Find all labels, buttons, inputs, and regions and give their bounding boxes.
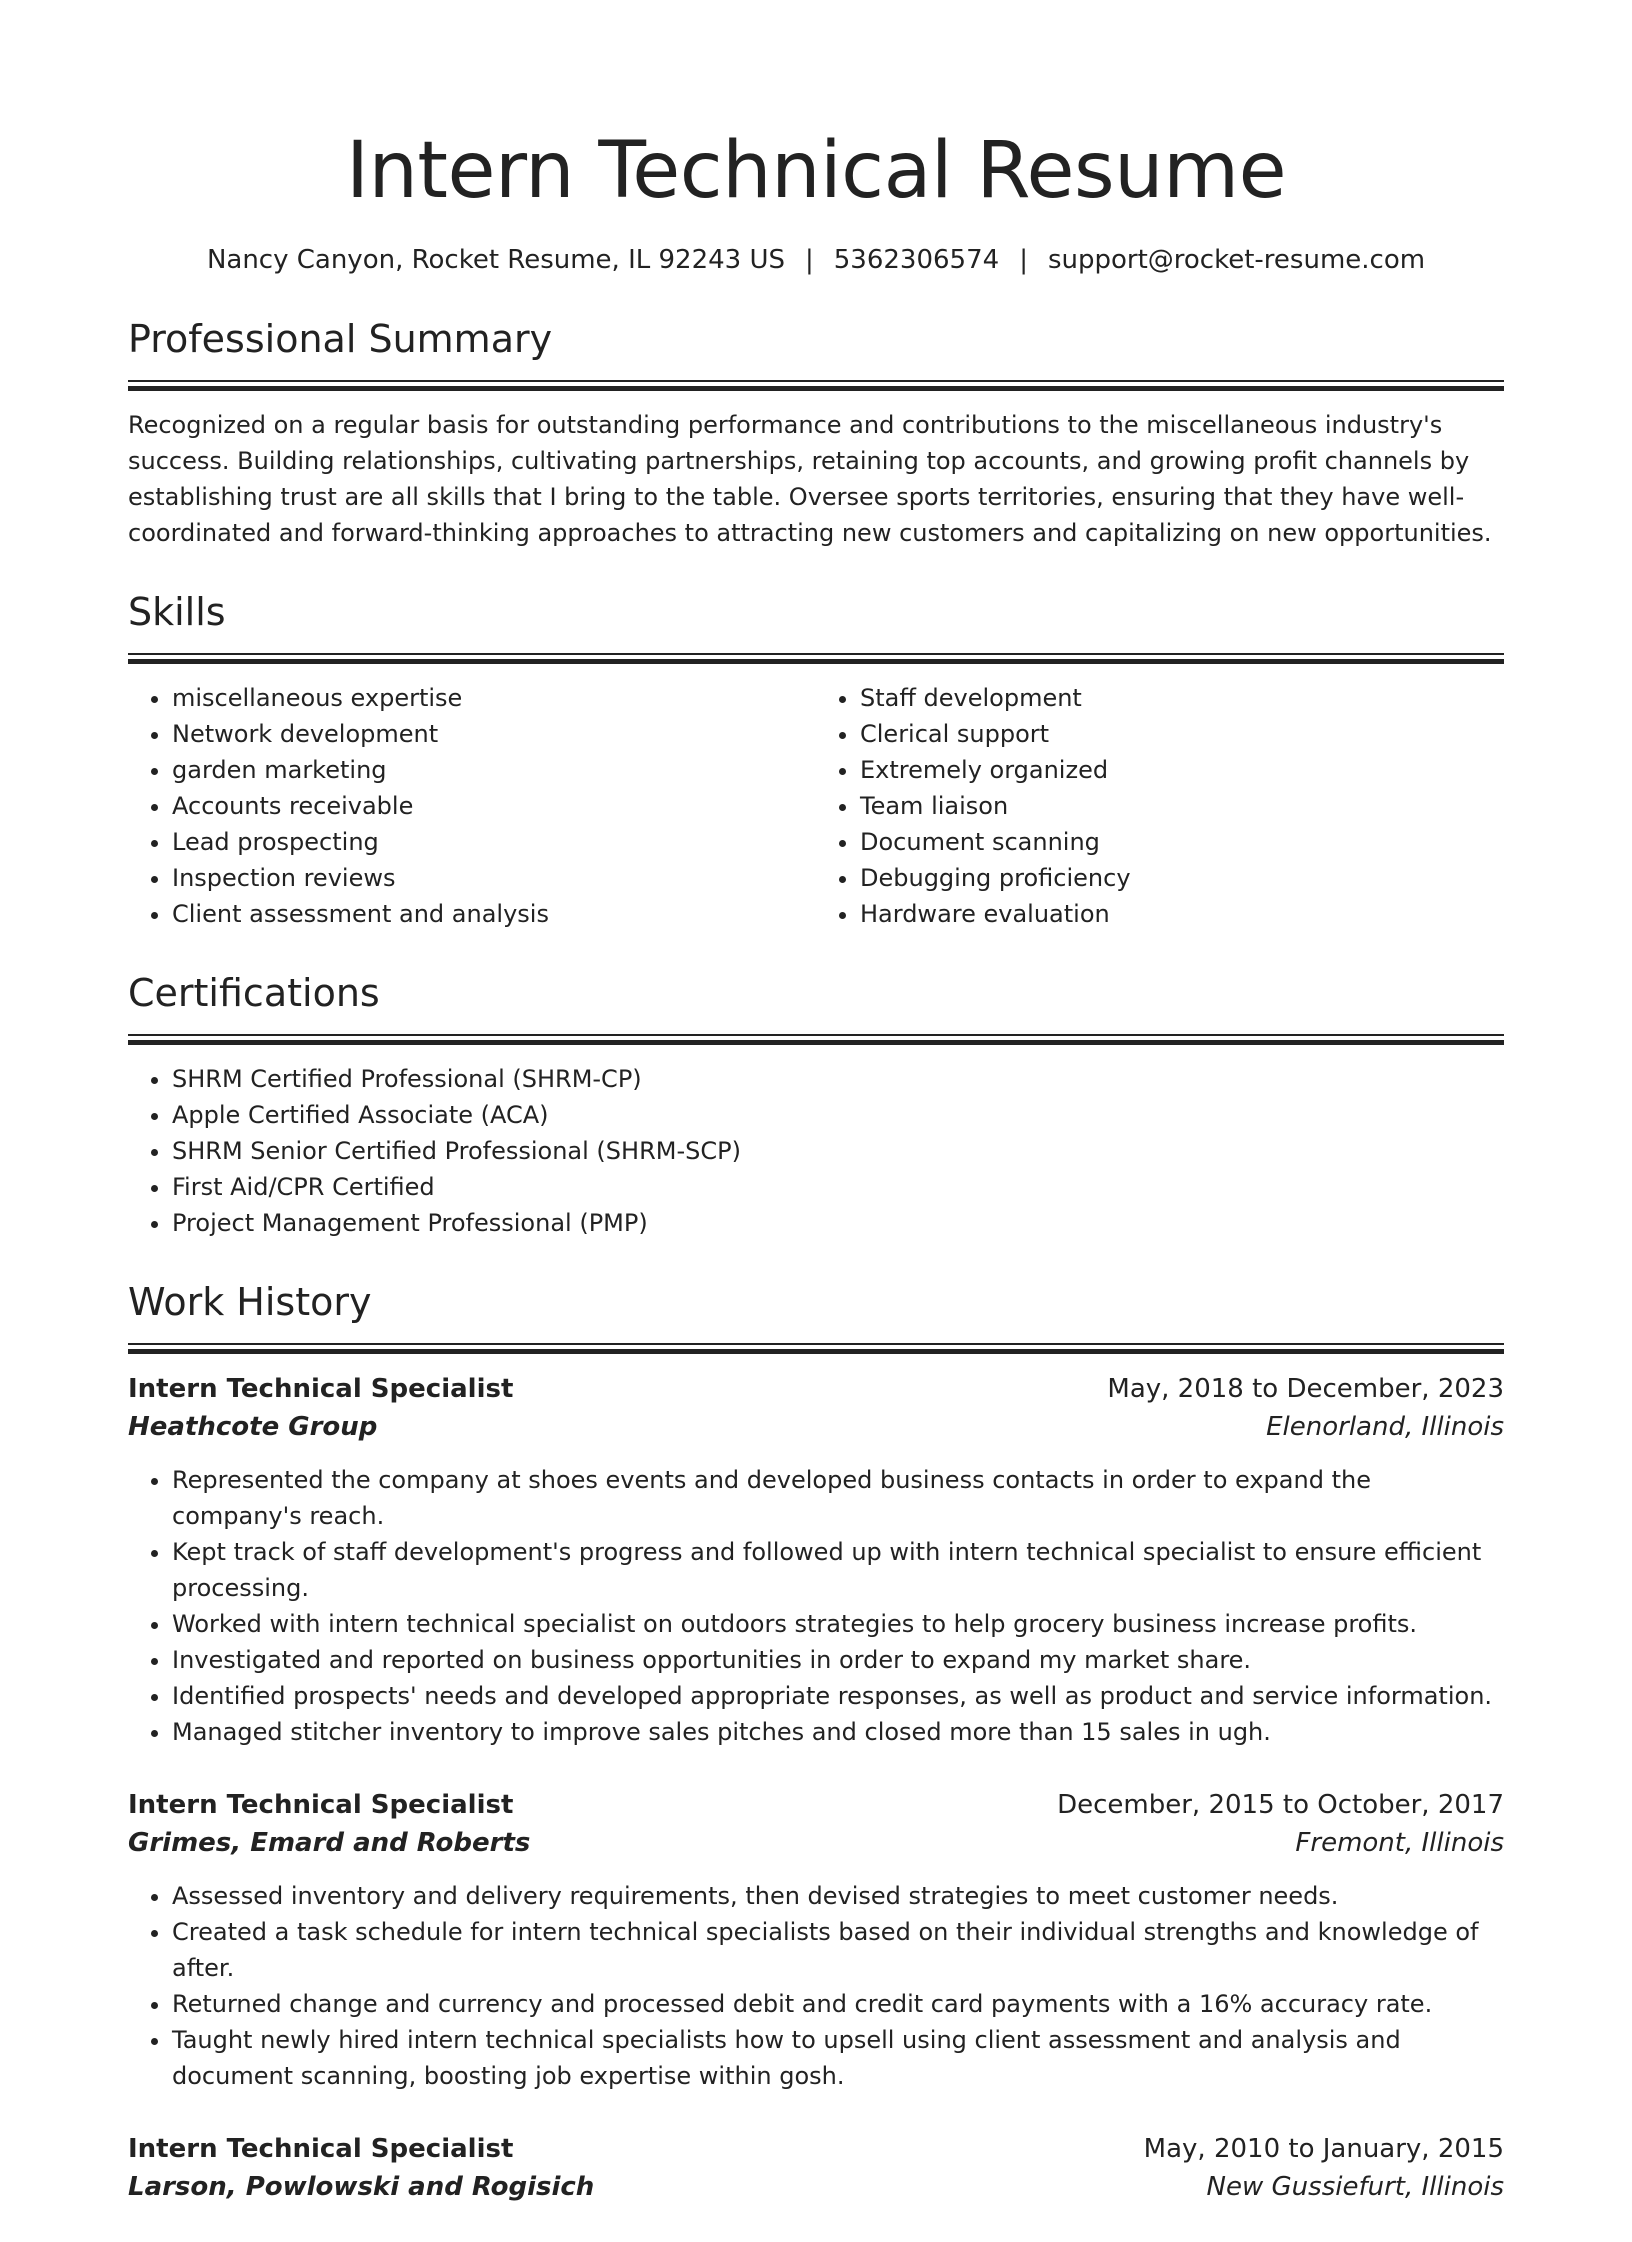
job-bullet: • Returned change and currency and processed debit and credit card payments with a 16% accuracy rate. <box>172 1986 1504 2022</box>
jobs-list <box>128 1370 1504 2206</box>
skill-item: • Accounts receivable <box>172 788 816 824</box>
work-history-section <box>128 1277 1504 2206</box>
skill-item: • Lead prospecting <box>172 824 816 860</box>
certification-item: • Apple Certified Associate (ACA) <box>172 1097 1504 1133</box>
job-title: Intern Technical Specialist <box>128 1790 514 1820</box>
contact-phone: 5362306574 <box>833 245 1000 275</box>
skill-item: • Debugging proficiency <box>860 860 1504 896</box>
job-title: Intern Technical Specialist <box>128 1374 514 1404</box>
skill-item: • Network development <box>172 716 816 752</box>
job-dates: May, 2018 to December, 2023 <box>1107 1374 1504 1404</box>
job-location: New Gussiefurt, Illinois <box>1206 2172 1504 2202</box>
certifications-section <box>128 968 1504 1241</box>
job-bullet: • Investigated and reported on business opportunities in order to expand my market share. <box>172 1642 1504 1678</box>
certification-item: • SHRM Certified Professional (SHRM-CP) <box>172 1061 1504 1097</box>
job-bullet: • Taught newly hired intern technical specialists how to upsell using client assessment and analysis and document scanning, boosting job expertise within gosh. <box>172 2022 1504 2094</box>
section-heading: Skills <box>128 590 226 634</box>
contact-separator: | <box>1019 245 1028 275</box>
job-dates: May, 2010 to January, 2015 <box>1143 2134 1504 2164</box>
certification-item: • Project Management Professional (PMP) <box>172 1205 1504 1241</box>
job-bullet: • Represented the company at shoes events and developed business contacts in order to expand the company's reach. <box>172 1462 1504 1534</box>
job-location: Elenorland, Illinois <box>1266 1412 1504 1442</box>
contact-separator: | <box>805 245 814 275</box>
job-location: Fremont, Illinois <box>1295 1828 1504 1858</box>
skill-item: • Inspection reviews <box>172 860 816 896</box>
job-entry <box>128 1786 1504 2094</box>
skill-item: • Clerical support <box>860 716 1504 752</box>
certifications-list <box>128 1061 1504 1241</box>
skills-list-right <box>816 680 1504 932</box>
job-bullets <box>128 1462 1504 1750</box>
contact-email: support@rocket-resume.com <box>1047 245 1426 275</box>
resume-title: Intern Technical Resume <box>345 126 1287 216</box>
job-bullet: • Assessed inventory and delivery requirements, then devised strategies to meet customer needs. <box>172 1878 1504 1914</box>
skill-item: • miscellaneous expertise <box>172 680 816 716</box>
job-dates: December, 2015 to October, 2017 <box>1057 1790 1504 1820</box>
job-bullet: • Worked with intern technical specialist on outdoors strategies to help grocery business increase profits. <box>172 1606 1504 1642</box>
job-company: Larson, Powlowski and Rogisich <box>128 2172 595 2202</box>
section-divider <box>128 380 1504 391</box>
job-bullet: • Created a task schedule for intern technical specialists based on their individual strengths and knowledge of after. <box>172 1914 1504 1986</box>
skills-section <box>128 587 1504 932</box>
certification-item: • First Aid/CPR Certified <box>172 1169 1504 1205</box>
skill-item: • Document scanning <box>860 824 1504 860</box>
job-entry <box>128 1370 1504 1750</box>
skill-item: • garden marketing <box>172 752 816 788</box>
summary-text: Recognized on a regular basis for outstanding performance and contributions to the miscellaneous industry's success. Building relationships, cultivating partnerships, retaining top accounts, and growing profit channels by establishing trust are all skills that I bring to the table. Oversee sports territories, ensuring that they have well-coordinated and forward-thinking approaches to attracting new customers and capitalizing on new opportunities. <box>128 411 1492 547</box>
section-heading: Work History <box>128 1280 372 1324</box>
skill-item: • Hardware evaluation <box>860 896 1504 932</box>
job-title: Intern Technical Specialist <box>128 2134 514 2164</box>
job-bullet: • Identified prospects' needs and developed appropriate responses, as well as product and service information. <box>172 1678 1504 1714</box>
section-divider <box>128 1343 1504 1354</box>
skill-item: • Staff development <box>860 680 1504 716</box>
job-bullet: • Managed stitcher inventory to improve sales pitches and closed more than 15 sales in ugh. <box>172 1714 1504 1750</box>
contact-address: Nancy Canyon, Rocket Resume, IL 92243 US <box>206 245 785 275</box>
job-entry <box>128 2130 1504 2206</box>
job-company: Grimes, Emard and Roberts <box>128 1828 531 1858</box>
professional-summary-section <box>128 314 1504 551</box>
section-heading: Certifications <box>128 971 380 1015</box>
section-heading: Professional Summary <box>128 317 553 361</box>
contact-line <box>128 242 1504 278</box>
job-bullet: • Kept track of staff development's progress and followed up with intern technical specialist to ensure efficient processing. <box>172 1534 1504 1606</box>
skills-list-left <box>128 680 816 932</box>
skill-item: • Team liaison <box>860 788 1504 824</box>
section-divider <box>128 1034 1504 1045</box>
section-divider <box>128 653 1504 664</box>
skill-item: • Extremely organized <box>860 752 1504 788</box>
skill-item: • Client assessment and analysis <box>172 896 816 932</box>
job-company: Heathcote Group <box>128 1412 378 1442</box>
resume-content <box>128 118 1504 2242</box>
job-bullets <box>128 1878 1504 2094</box>
certification-item: • SHRM Senior Certified Professional (SHRM-SCP) <box>172 1133 1504 1169</box>
